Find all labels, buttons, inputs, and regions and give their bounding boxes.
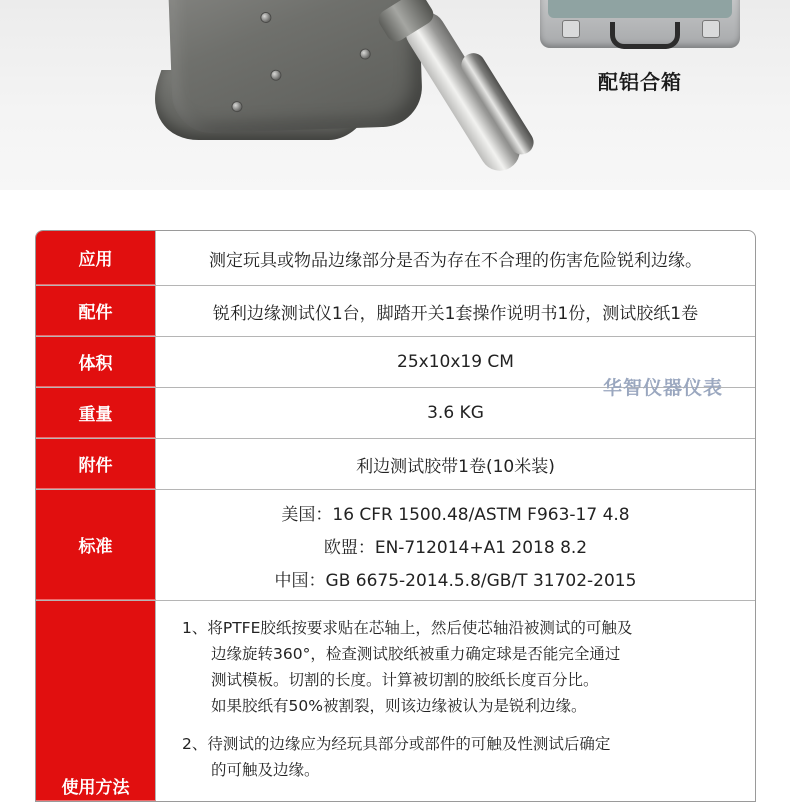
row-value: 锐利边缘测试仪1台，脚踏开关1套操作说明书1份，测试胶纸1卷 xyxy=(212,303,699,324)
step-line: 1、将PTFE胶纸按要求贴在芯轴上，然后使芯轴沿被测试的可触及 xyxy=(182,619,633,637)
row-label: 重量 xyxy=(36,388,156,438)
usage-instructions xyxy=(156,601,755,801)
usage-step-1 xyxy=(182,615,755,719)
screw-icon xyxy=(361,49,370,58)
standard-list xyxy=(275,500,637,591)
case-caption: 配铝合箱 xyxy=(598,70,682,94)
row-label: 标准 xyxy=(36,490,156,600)
step-line: 2、待测试的边缘应为经玩具部分或部件的可触及性测试后确定 xyxy=(182,735,611,753)
row-label: 体积 xyxy=(36,337,156,387)
spec-row-standard xyxy=(36,490,755,601)
spec-row-attachment xyxy=(36,439,755,490)
step-line: 如果胶纸有50%被割裂，则该边缘被认为是锐利边缘。 xyxy=(211,697,587,715)
row-label: 配件 xyxy=(36,286,156,336)
spec-row-application xyxy=(36,231,755,286)
standard-cn: 中国：GB 6675-2014.5.8/GB/T 31702-2015 xyxy=(274,570,637,591)
row-label: 应用 xyxy=(36,231,156,285)
row-label: 使用方法 xyxy=(36,601,156,801)
latch-icon xyxy=(702,20,720,38)
spec-row-accessories xyxy=(36,286,755,337)
row-value xyxy=(156,490,755,600)
screw-icon xyxy=(261,13,270,22)
row-value: 测定玩具或物品边缘部分是否为存在不合理的伤害危险锐利边缘。 xyxy=(209,250,702,271)
step-line: 测试模板。切割的长度。计算被切割的胶纸长度百分比。 xyxy=(211,671,599,689)
aluminum-case-image xyxy=(540,0,740,48)
row-value: 3.6 KG xyxy=(427,403,484,423)
spec-row-usage xyxy=(36,601,755,801)
brand-watermark: 华智仪器仪表 xyxy=(603,377,724,399)
row-value: 利边测试胶带1卷(10米装) xyxy=(356,456,555,477)
spec-table xyxy=(35,230,756,802)
standard-eu: 欧盟：EN-712014+A1 2018 8.2 xyxy=(323,537,588,558)
step-line: 的可触及边缘。 xyxy=(211,761,320,779)
standard-us: 美国：16 CFR 1500.48/ASTM F963-17 4.8 xyxy=(281,504,630,525)
row-value: 25x10x19 CM xyxy=(397,352,514,372)
screw-icon xyxy=(271,71,280,80)
row-label: 附件 xyxy=(36,439,156,489)
usage-step-2 xyxy=(182,731,755,783)
case-handle xyxy=(610,22,680,49)
screw-icon xyxy=(232,102,241,111)
step-line: 边缘旋转360°，检查测试胶纸被重力确定球是否能完全通过 xyxy=(211,645,621,663)
case-interior xyxy=(548,0,732,18)
product-photo xyxy=(0,0,790,190)
latch-icon xyxy=(562,20,580,38)
